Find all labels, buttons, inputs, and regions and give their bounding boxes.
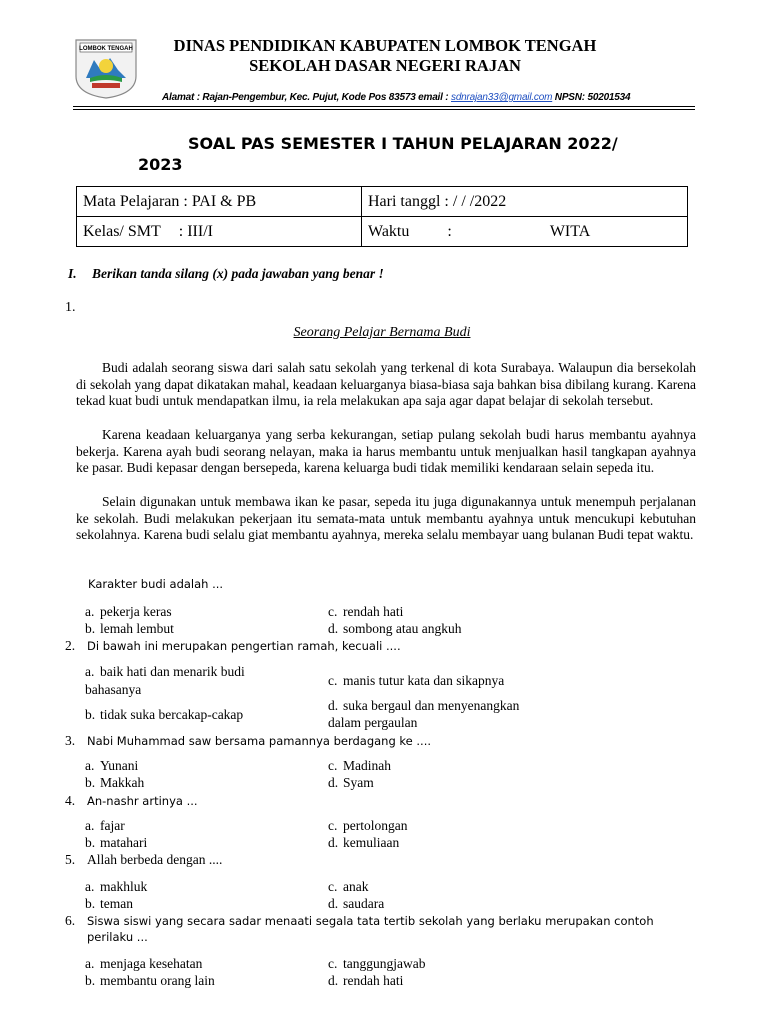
q1-option-d[interactable]: d. sombong atau angkuh <box>328 621 462 636</box>
exam-title-line2: 2023 <box>138 155 183 174</box>
reading-title: Seorang Pelajar Bernama Budi <box>293 325 471 340</box>
header-rule-thick <box>73 106 695 107</box>
question-6-number: 6. <box>65 913 76 928</box>
time-cell <box>362 217 688 247</box>
instruction-text: Berikan tanda silang (x) pada jawaban yang benar ! <box>92 266 384 281</box>
class-label: Kelas/ SMT <box>83 222 161 240</box>
school-name: SEKOLAH DASAR NEGERI RAJAN <box>249 56 521 75</box>
q1-option-b[interactable]: b. lemah lembut <box>85 621 174 636</box>
question-4-text: An-nashr artinya ... <box>87 794 198 808</box>
q6-option-a[interactable]: a. menjaga kesehatan <box>85 956 203 971</box>
time-label: Waktu <box>368 222 410 240</box>
school-address <box>162 92 642 103</box>
agency-name: DINAS PENDIDIKAN KABUPATEN LOMBOK TENGAH <box>173 36 597 55</box>
question-3 <box>65 733 431 749</box>
time-zone: WITA <box>549 222 591 240</box>
q6-option-c[interactable]: c. tanggungjawab <box>328 956 426 971</box>
question-4 <box>65 793 198 809</box>
q2-option-c[interactable]: c. manis tutur kata dan sikapnya <box>328 673 505 688</box>
address-text: Alamat : Rajan-Pengembur, Kec. Pujut, Kode Pos 83573 email : <box>162 92 452 103</box>
question-3-number: 3. <box>65 733 76 748</box>
q4-option-d[interactable]: d. kemuliaan <box>328 835 400 850</box>
school-logo <box>72 36 140 100</box>
q6-option-d[interactable]: d. rendah hati <box>328 973 404 988</box>
class-value: : III/I <box>178 222 213 240</box>
reading-paragraph-1: Budi adalah seorang siswa dari salah satu sekolah yang terkenal di kota Surabaya. Walaupun dia bersekolah di sekolah yang dapat dikatakan mahal, keadaan keluarganya biasa-biasa saja bahkan bisa dibilang kurang. Karena tekad kuat budi untuk mendapatkan ilmu, ia rela melakukan apa saja agar dapat belajar di sekolah tersebut. <box>76 360 696 408</box>
q3-option-c[interactable]: c. Madinah <box>328 758 391 773</box>
question-6-text-cont: perilaku ... <box>87 930 148 944</box>
q2-option-d-cont: dalam pergaulan <box>328 715 418 730</box>
email-link[interactable]: sdnrajan33@gmail.com <box>451 92 553 103</box>
section-number: I. <box>68 266 77 281</box>
question-1-text: Karakter budi adalah ... <box>88 577 224 591</box>
q4-option-b[interactable]: b. matahari <box>85 835 148 850</box>
q5-option-c[interactable]: c. anak <box>328 879 369 894</box>
question-6-text: Siswa siswi yang secara sadar menaati segala tata tertib sekolah yang berlaku merupakan contoh <box>87 914 654 928</box>
class-cell <box>77 217 362 247</box>
q4-option-a[interactable]: a. fajar <box>85 818 125 833</box>
q1-option-c[interactable]: c. rendah hati <box>328 604 404 619</box>
q1-option-a[interactable]: a. pekerja keras <box>85 604 172 619</box>
question-2 <box>65 638 401 654</box>
question-5 <box>65 852 222 868</box>
q5-option-b[interactable]: b. teman <box>85 896 133 911</box>
regency-emblem-icon <box>72 36 140 100</box>
q5-option-a[interactable]: a. makhluk <box>85 879 148 894</box>
q2-option-d[interactable]: d. suka bergaul dan menyenangkan <box>328 698 520 713</box>
question-4-number: 4. <box>65 793 76 808</box>
exam-title-line1: SOAL PAS SEMESTER I TAHUN PELAJARAN 2022/ <box>188 134 618 153</box>
q6-option-b[interactable]: b. membantu orang lain <box>85 973 215 988</box>
q2-option-a-cont: bahasanya <box>85 682 142 697</box>
date-cell: Hari tanggl : / / /2022 <box>362 187 688 217</box>
reading-paragraph-3: Selain digunakan untuk membawa ikan ke pasar, sepeda itu juga digunakannya untuk menempuh perjalanan ke sekolah. Budi melakukan pekerjaan itu semata-mata untuk membantu ayahnya untuk mencukupi kebutuhan sekolahnya. Karena budi selalu giat membantu ayahnya, mereka selalu membayar uang bulanan Budi tepat waktu. <box>76 494 696 542</box>
exam-info-table <box>76 186 688 247</box>
q3-option-d[interactable]: d. Syam <box>328 775 374 790</box>
question-2-number: 2. <box>65 638 76 653</box>
section-instruction <box>68 266 384 282</box>
question-6 <box>65 912 654 930</box>
question-1-number: 1. <box>65 300 76 315</box>
q4-option-c[interactable]: c. pertolongan <box>328 818 408 833</box>
q5-option-d[interactable]: d. saudara <box>328 896 385 911</box>
header-rule-thin <box>73 109 695 110</box>
question-5-text: Allah berbeda dengan .... <box>87 852 223 867</box>
q3-option-b[interactable]: b. Makkah <box>85 775 145 790</box>
subject-cell: Mata Pelajaran : PAI & PB <box>77 187 362 217</box>
npsn-text: NPSN: 50201534 <box>552 92 631 103</box>
question-5-number: 5. <box>65 852 76 867</box>
time-separator: : <box>447 222 452 240</box>
q3-option-a[interactable]: a. Yunani <box>85 758 139 773</box>
q2-option-b[interactable]: b. tidak suka bercakap-cakap <box>85 707 244 722</box>
reading-paragraph-2: Karena keadaan keluarganya yang serba kekurangan, setiap pulang sekolah budi harus membantu ayahnya bekerja. Karena ayah budi seorang nelayan, maka ia harus membantu untuk menjualkan hasil tangkapan ayahnya ke pasar. Budi kepasar dengan bersepeda, karena keluarga budi tidak memiliki kendaraan selain sepeda itu. <box>76 427 696 475</box>
q2-option-a[interactable]: a. baik hati dan menarik budi <box>85 664 245 679</box>
question-3-text: Nabi Muhammad saw bersama pamannya berdagang ke .... <box>87 734 432 748</box>
logo-text: LOMBOK TENGAH <box>79 46 133 52</box>
question-2-text: Di bawah ini merupakan pengertian ramah, kecuali .... <box>87 639 401 653</box>
